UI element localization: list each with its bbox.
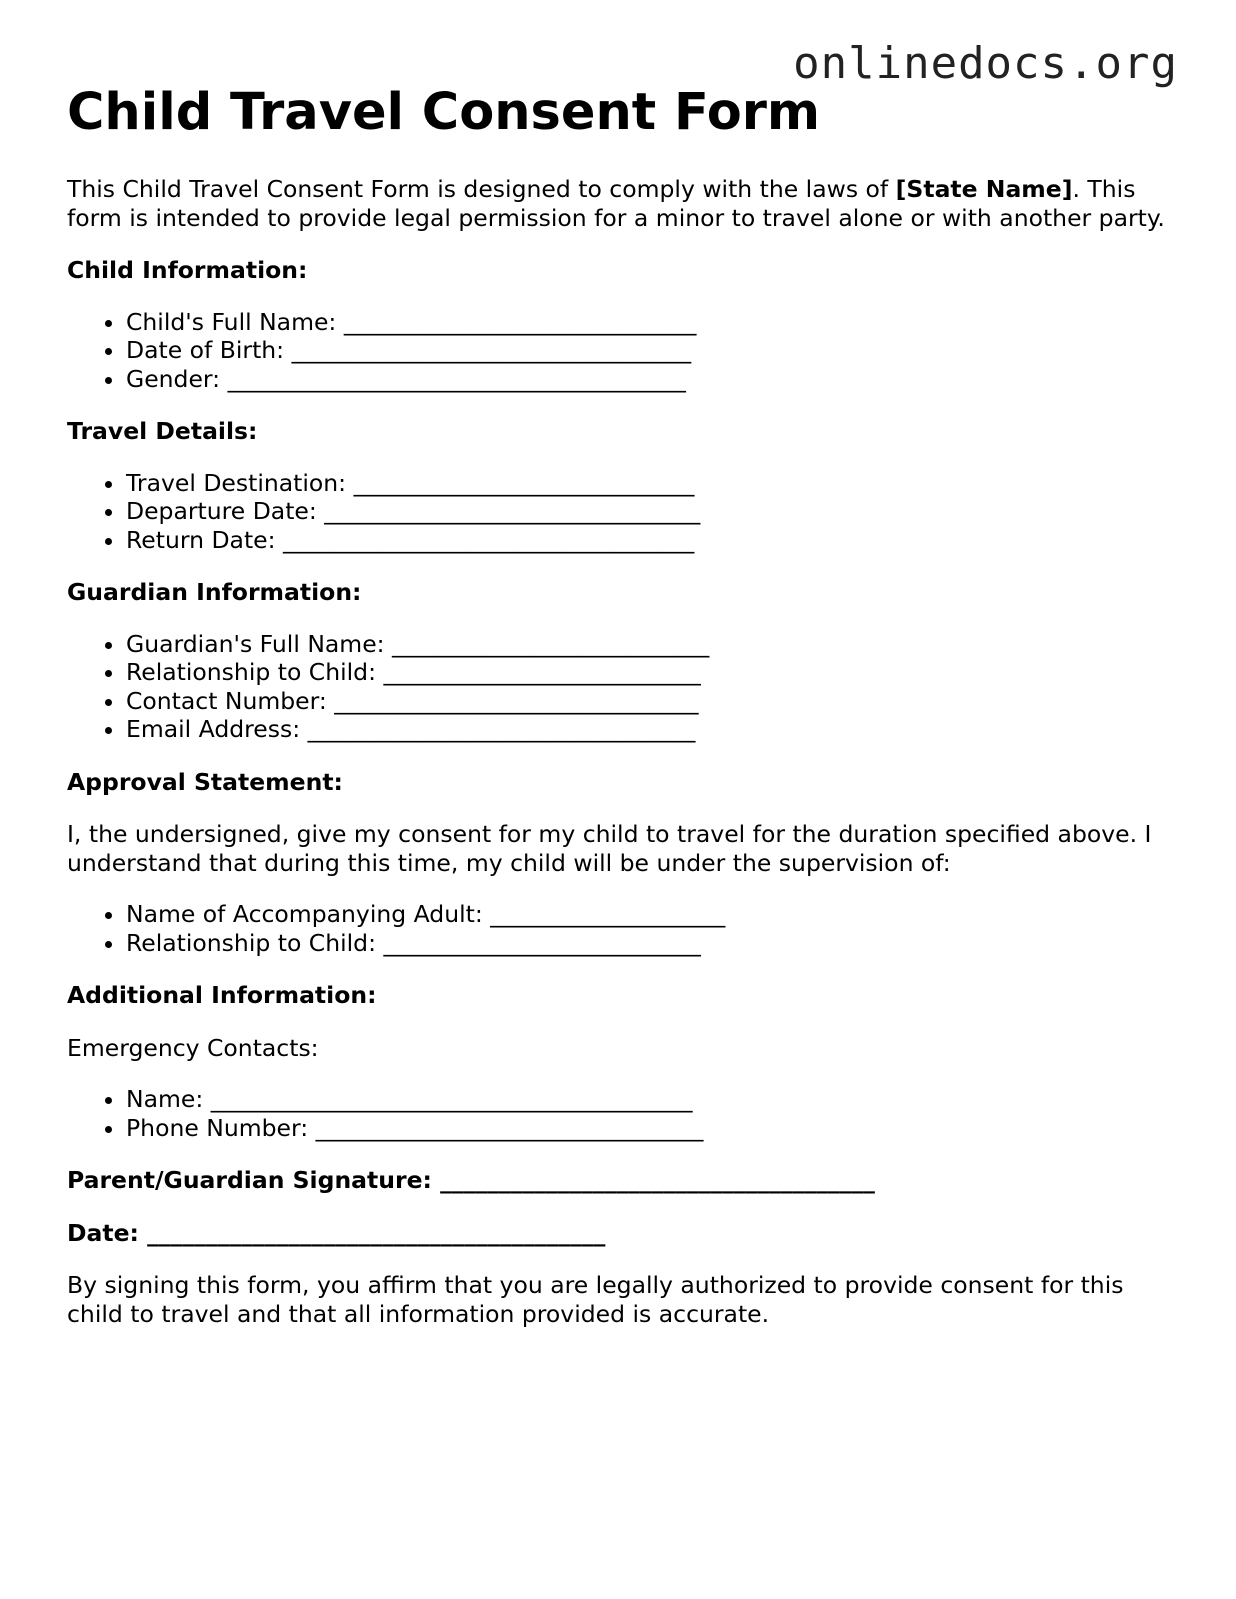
guardian-information-heading: Guardian Information: <box>67 578 362 606</box>
child-information-heading: Child Information: <box>67 256 308 284</box>
guardian-information-list <box>67 630 1167 744</box>
guardian-relationship-field[interactable]: • Relationship to Child: ___________________________ <box>126 658 1167 687</box>
form-title: Child Travel Consent Form <box>67 83 821 142</box>
gender-field[interactable]: • Gender: _______________________________________ <box>126 365 1167 394</box>
travel-details-list <box>67 469 1167 555</box>
date-field[interactable] <box>67 1219 1167 1248</box>
state-name-placeholder: [State Name] <box>895 175 1073 203</box>
additional-information-heading: Additional Information: <box>67 981 377 1009</box>
signature-field[interactable] <box>67 1166 1167 1195</box>
date-of-birth-field[interactable]: • Date of Birth: __________________________________ <box>126 336 1167 365</box>
child-information-list <box>67 308 1167 394</box>
travel-details-heading: Travel Details: <box>67 417 258 445</box>
intro-text-after: . This form is intended to provide legal permission for a minor to travel alone or with another party. <box>67 175 1165 232</box>
email-address-field[interactable]: • Email Address: _________________________________ <box>126 715 1167 744</box>
emergency-contact-phone-field[interactable]: • Phone Number: _________________________________ <box>126 1114 1167 1143</box>
accompanying-adult-relationship-field[interactable]: • Relationship to Child: ___________________________ <box>126 929 1167 958</box>
site-watermark: onlinedocs.org <box>793 38 1178 89</box>
approval-statement-text: I, the undersigned, give my consent for my child to travel for the duration specified above. I understand that during this time, my child will be under the supervision of: <box>67 820 1152 877</box>
approval-statement-heading: Approval Statement: <box>67 767 343 796</box>
intro-text-before: This Child Travel Consent Form is designed to comply with the laws of <box>67 175 896 203</box>
emergency-contacts-list <box>67 1085 1167 1142</box>
childs-full-name-field[interactable]: • Child's Full Name: ______________________________ <box>126 308 1167 337</box>
travel-destination-field[interactable]: • Travel Destination: _____________________________ <box>126 469 1167 498</box>
signature-line[interactable]: _____________________________________ <box>431 1166 875 1194</box>
consent-form <box>67 82 1167 1328</box>
accompanying-adult-list <box>67 900 1167 957</box>
signature-label: Parent/Guardian Signature: <box>67 1166 432 1194</box>
contact-number-field[interactable]: • Contact Number: _______________________________ <box>126 687 1167 716</box>
intro-paragraph <box>67 175 1167 232</box>
guardians-full-name-field[interactable]: • Guardian's Full Name: ___________________________ <box>126 630 1167 659</box>
accompanying-adult-name-field[interactable]: • Name of Accompanying Adult: ____________________ <box>126 900 1167 929</box>
emergency-contact-name-field[interactable]: • Name: _________________________________________ <box>126 1085 1167 1114</box>
date-label: Date: <box>67 1218 139 1247</box>
closing-statement: By signing this form, you affirm that you are legally authorized to provide consent for this child to travel and that all information provided is accurate. <box>67 1271 1124 1328</box>
return-date-field[interactable]: • Return Date: ___________________________________ <box>126 526 1167 555</box>
departure-date-field[interactable]: • Departure Date: ________________________________ <box>126 497 1167 526</box>
date-line[interactable]: _______________________________________ <box>138 1218 606 1247</box>
emergency-contacts-label: Emergency Contacts: <box>67 1033 319 1062</box>
